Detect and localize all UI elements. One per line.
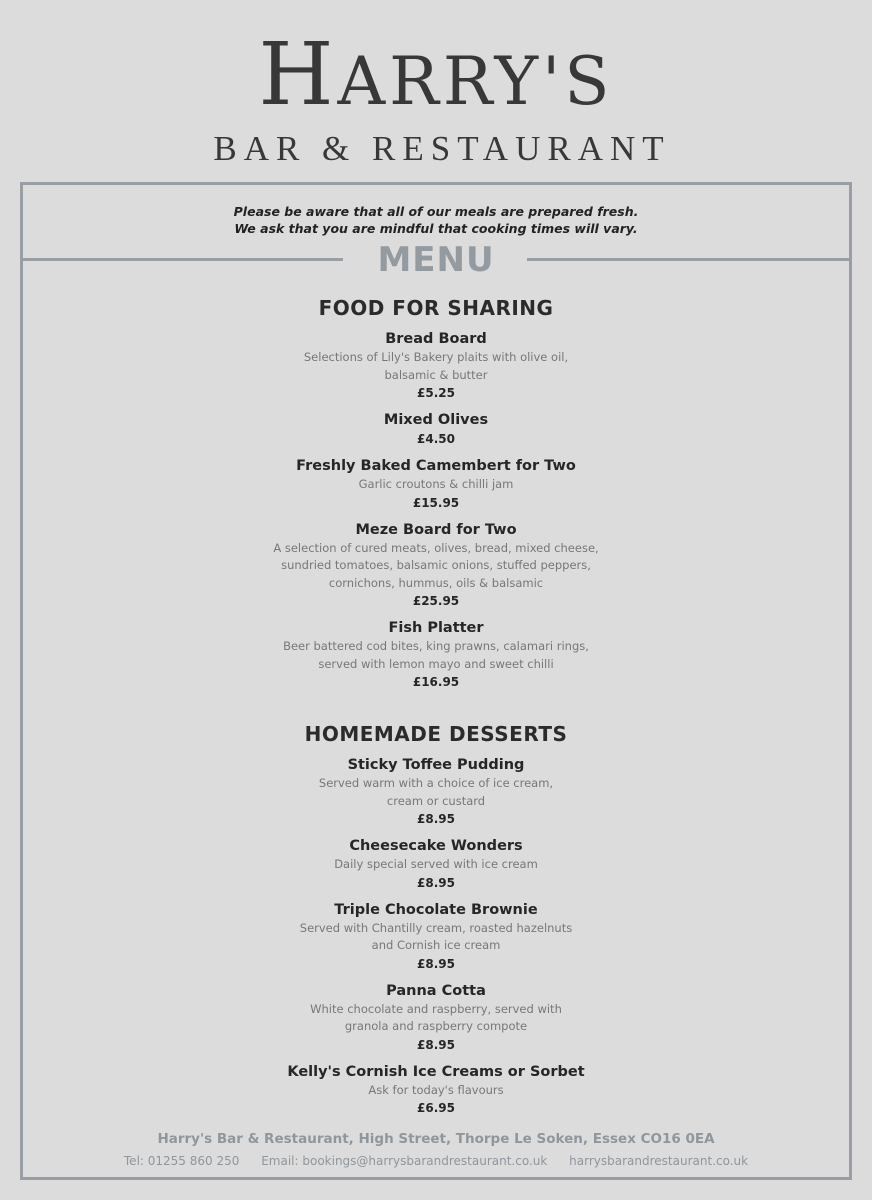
footer-website[interactable]: harrysbarandrestaurant.co.uk [569,1154,749,1168]
brand-title-initial: H [258,25,338,125]
menu-item-description: cream or custard [386,793,486,808]
menu-item [23,329,849,402]
freshness-notice [23,203,849,237]
menu-item-list [23,329,849,691]
menu-item-description: Served warm with a choice of ice cream, [318,776,554,790]
brand-subtitle: BAR & RESTAURANT [213,129,671,168]
menu-item-description: cornichons, hummus, oils & balsamic [328,575,544,590]
menu-sections [23,295,849,1125]
notice-line-1: Please be aware that all of our meals are prepared fresh. [233,204,639,219]
menu-item-description: Daily special served with ice cream [334,857,538,871]
footer-email[interactable]: Email: bookings@harrysbarandrestaurant.co.uk [261,1154,548,1168]
restaurant-logo [0,25,872,169]
brand-title-rest: ARRY'S [337,43,614,120]
menu-item-description: Ask for today's flavours [368,1082,504,1097]
menu-item-price: £25.95 [412,594,460,608]
menu-item-name: Bread Board [385,331,487,347]
menu-section [23,295,849,691]
notice-line-2: We ask that you are mindful that cooking times will vary. [234,221,638,236]
menu-item-name: Mixed Olives [383,412,489,428]
menu-item-price: £6.95 [417,1101,455,1115]
menu-item [23,456,849,512]
section-title: FOOD FOR SHARING [318,296,554,320]
menu-item [23,836,849,892]
menu-frame [20,182,852,1180]
menu-item-price: £4.50 [417,432,455,446]
menu-item-name: Cheesecake Wonders [349,838,523,854]
menu-item-name: Kelly's Cornish Ice Creams or Sorbet [287,1063,585,1080]
footer-contacts [23,1152,849,1170]
menu-item-description: A selection of cured meats, olives, bread, mixed cheese, [273,540,599,555]
menu-item-price: £5.25 [417,386,455,400]
menu-item-name: Freshly Baked Camembert for Two [296,458,576,474]
menu-item [23,410,849,448]
menu-item-description: Garlic croutons & chilli jam [358,477,514,491]
section-title: HOMEMADE DESSERTS [304,722,568,746]
brand-title [0,25,872,127]
menu-item [23,618,849,691]
menu-item-price: £8.95 [417,875,455,890]
menu-item [23,1062,849,1118]
menu-item-name: Fish Platter [388,620,484,636]
menu-item-price: £8.95 [417,956,455,971]
menu-heading: MENU [377,240,495,280]
menu-item [23,755,849,828]
footer-telephone[interactable]: Tel: 01255 860 250 [123,1154,240,1168]
menu-item-description: White chocolate and raspberry, served with [310,1001,562,1016]
menu-item-description: Beer battered cod bites, king prawns, calamari rings, [283,639,589,653]
menu-item [23,520,849,611]
menu-item-description: and Cornish ice cream [371,938,501,952]
menu-item-name: Panna Cotta [386,982,486,999]
footer [23,1129,849,1170]
menu-item [23,900,849,973]
menu-item-price: £15.95 [412,495,460,510]
menu-item-description: balsamic & butter [384,367,488,382]
menu-item-price: £8.95 [417,812,455,826]
menu-item-name: Sticky Toffee Pudding [347,757,525,773]
menu-item-price: £16.95 [412,675,460,689]
menu-item-name: Meze Board for Two [355,521,517,538]
footer-address: Harry's Bar & Restaurant, High Street, Thorpe Le Soken, Essex CO16 0EA [157,1131,715,1147]
menu-section [23,721,849,1117]
menu-item-list [23,755,849,1117]
menu-item-description: served with lemon mayo and sweet chilli [318,656,554,671]
menu-item [23,981,849,1054]
menu-item-description: Selections of Lily's Bakery plaits with olive oil, [303,350,569,364]
menu-item-description: granola and raspberry compote [344,1019,528,1033]
menu-item-name: Triple Chocolate Brownie [334,901,538,918]
menu-item-price: £8.95 [417,1037,455,1052]
menu-item-description: Served with Chantilly cream, roasted hazelnuts [299,920,573,935]
menu-item-description: sundried tomatoes, balsamic onions, stuffed peppers, [281,558,591,572]
